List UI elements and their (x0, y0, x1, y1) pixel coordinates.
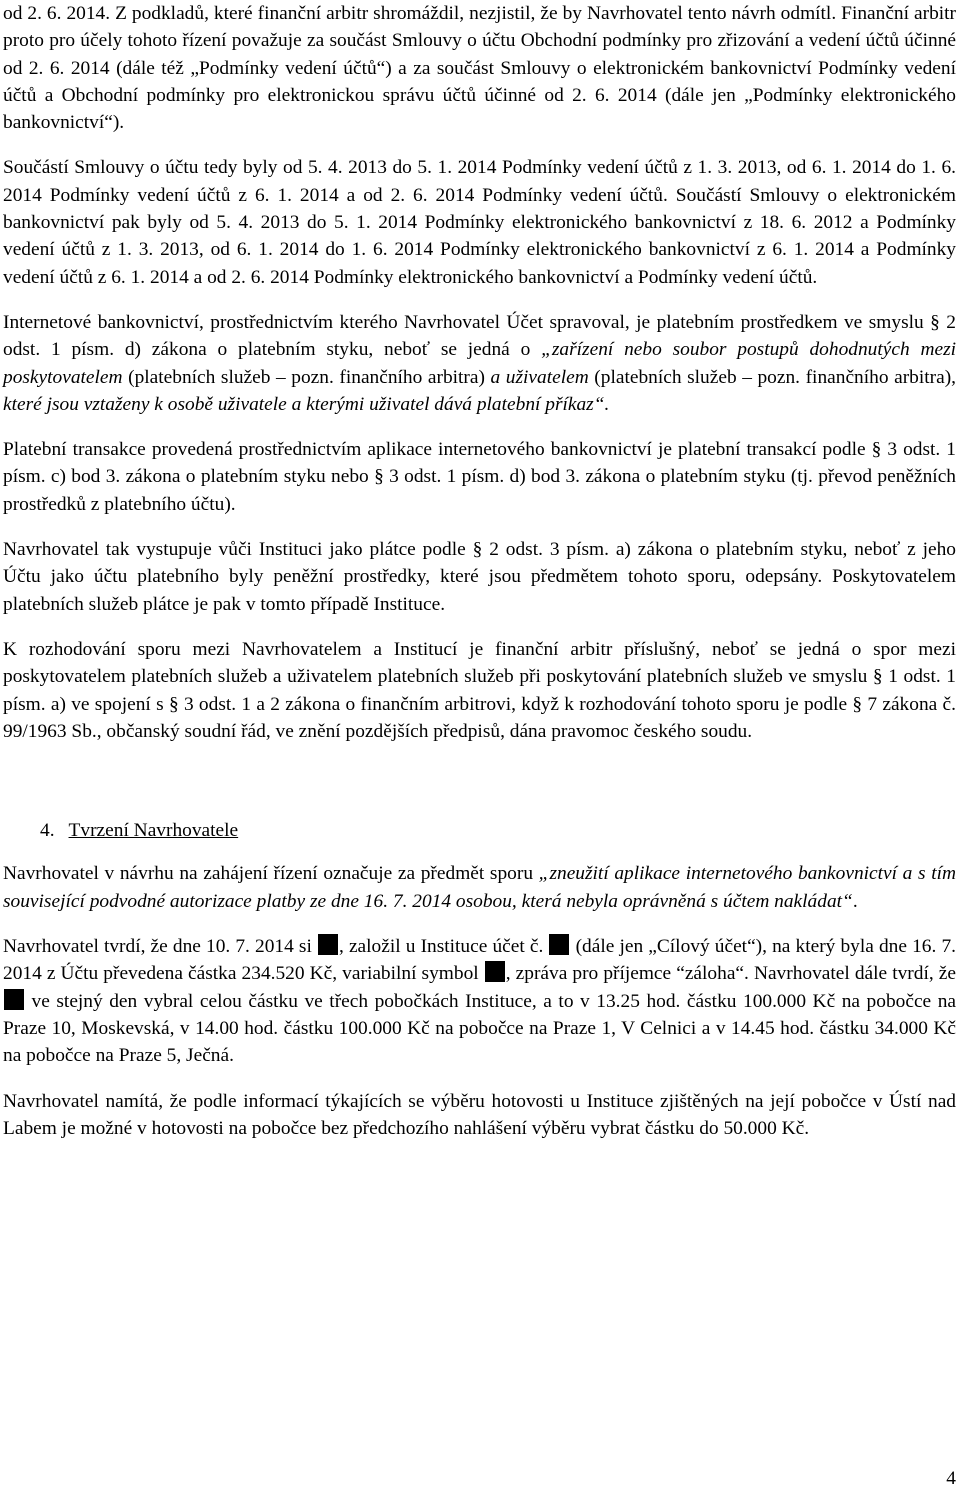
redaction-box (485, 961, 505, 982)
paragraph-contract-terms: od 2. 6. 2014. Z podkladů, které finanční arbitr shromáždil, nezjistil, že by Navrhovatel tento návrh odmítl. Finanční arbitr proto pro účely tohoto řízení považuje za součást Smlouvy o účtu Obchodní podmínky pro zřizování a vedení účtů účinné od 2. 6. 2014 (dále též „Podmínky vedení účtů“) a za součást Smlouvy o elektronickém bankovnictví Podmínky vedení účtů a Obchodní podmínky pro elektronickou správu účtů účinné od 2. 6. 2014 (dále jen „Podmínky elektronického bankovnictví“). (3, 3, 956, 134)
section-title: Tvrzení Navrhovatele (68, 820, 239, 842)
paragraph-payer: Navrhovatel tak vystupuje vůči Instituci jako plátce podle § 2 odst. 3 písm. a) zákona o platebním styku, neboť z jeho Účtu jako účtu platebního byly peněžní prostředky, které jsou předmětem tohoto sporu, odepsány. Poskytovatelem platebních služeb plátce je pak v tomto případě Instituce. (3, 539, 956, 615)
quote-segment: které jsou vztaženy k osobě uživatele a kterými uživatel dává platební příkaz“. (3, 393, 610, 415)
paragraph-objection: Navrhovatel namítá, že podle informací týkajících se výběru hotovosti u Instituce zjištěných na její pobočce v Ústí nad Labem je možné v hotovosti na pobočce bez předchozího nahlášení výběru vybrat částku do 50.000 Kč. (3, 1090, 956, 1139)
paragraph-claims (3, 933, 956, 1069)
document-page (3, 0, 956, 1497)
page-number: 4 (946, 1468, 956, 1489)
section-heading (3, 817, 956, 844)
text-segment: , založil u Instituce účet č. (338, 936, 549, 958)
redaction-box (318, 934, 338, 955)
text-segment: (platebních služeb – pozn. finančního arbitra) (122, 366, 491, 388)
text-segment: Navrhovatel tvrdí, že dne 10. 7. 2014 si (3, 936, 317, 958)
text-segment: (dále jen „Cílový účet“), na který byla dne 16. 7. 2014 z Účtu převedena částka 234.520 Kč, variabilní symbol (3, 936, 957, 985)
paragraph-contract-components: Součástí Smlouvy o účtu tedy byly od 5. 4. 2013 do 5. 1. 2014 Podmínky vedení účtů z 1. 3. 2013, od 6. 1. 2014 do 1. 6. 2014 Podmínky vedení účtů z 6. 1. 2014 a od 2. 6. 2014 Podmínky vedení účtů. Součástí Smlouvy o elektronickém bankovnictví pak byly od 5. 4. 2013 do 5. 1. 2014 Podmínky elektronického bankovnictví z 18. 6. 2012 a Podmínky vedení účtů z 1. 3. 2013, od 6. 1. 2014 do 1. 6. 2014 Podmínky elektronického bankovnictví z 6. 1. 2014 a Podmínky vedení účtů z 6. 1. 2014 a od 2. 6. 2014 Podmínky elektronického bankovnictví a Podmínky vedení účtů. (3, 157, 956, 288)
text-segment: Navrhovatel v návrhu na zahájení řízení označuje za předmět sporu (3, 863, 539, 885)
text-segment: (platebních služeb – pozn. finančního arbitra), (588, 366, 957, 388)
quote-segment: „zařízení nebo soubor postupů dohodnutých mezi poskytovatelem (3, 339, 957, 388)
text-segment: , zpráva pro příjemce “záloha“. Navrhovatel dále tvrdí, že (505, 963, 956, 985)
quote-segment: „zneužití aplikace internetového bankovnictví a s tím související podvodné autorizace platby ze dne 16. 7. 2014 osobou, která nebyla oprávněná s účtem nakládat“ (3, 863, 956, 912)
redaction-box (549, 934, 569, 955)
section-number: 4. (40, 820, 55, 842)
text-segment: . (852, 890, 858, 912)
paragraph-payment-transaction: Platební transakce provedená prostřednictvím aplikace internetového bankovnictví je platební transakcí podle § 3 odst. 1 písm. c) bod 3. zákona o platebním styku nebo § 3 odst. 1 písm. d) bod 3. zákona o platebním styku (tj. převod peněžních prostředků z platebního účtu). (3, 439, 956, 515)
text-segment: Internetové bankovnictví, prostřednictvím kterého Navrhovatel Účet spravoval, je platebním prostředkem ve smyslu § 2 odst. 1 písm. d) zákona o platebním styku, neboť se jedná o (3, 311, 956, 361)
redaction-box (4, 989, 24, 1010)
quote-segment: a uživatelem (490, 366, 589, 388)
paragraph-payment-instrument (3, 309, 956, 418)
paragraph-jurisdiction: K rozhodování sporu mezi Navrhovatelem a Institucí je finanční arbitr příslušný, neboť se jedná o spor mezi poskytovatelem platebních služeb a uživatelem platebních služeb při poskytování platebních služeb ve smyslu § 1 odst. 1 písm. a) ve spojení s § 3 odst. 1 a 2 zákona o finančním arbitrovi, když k rozhodování tohoto sporu je podle § 7 zákona č. 99/1963 Sb., občanský soudní řád, ve znění pozdějších předpisů, dána pravomoc českého soudu. (3, 638, 956, 742)
text-segment: ve stejný den vybral celou částku ve třech pobočkách Instituce, a to v 13.25 hod. částku 100.000 Kč na pobočce na Praze 10, Moskevská, v 14.00 hod. částku 100.000 Kč na pobočce na Praze 1, V Celnici a v 14.45 hod. částku 34.000 Kč na pobočce na Praze 5, Ječná. (3, 990, 956, 1067)
paragraph-subject-of-dispute (3, 860, 956, 915)
